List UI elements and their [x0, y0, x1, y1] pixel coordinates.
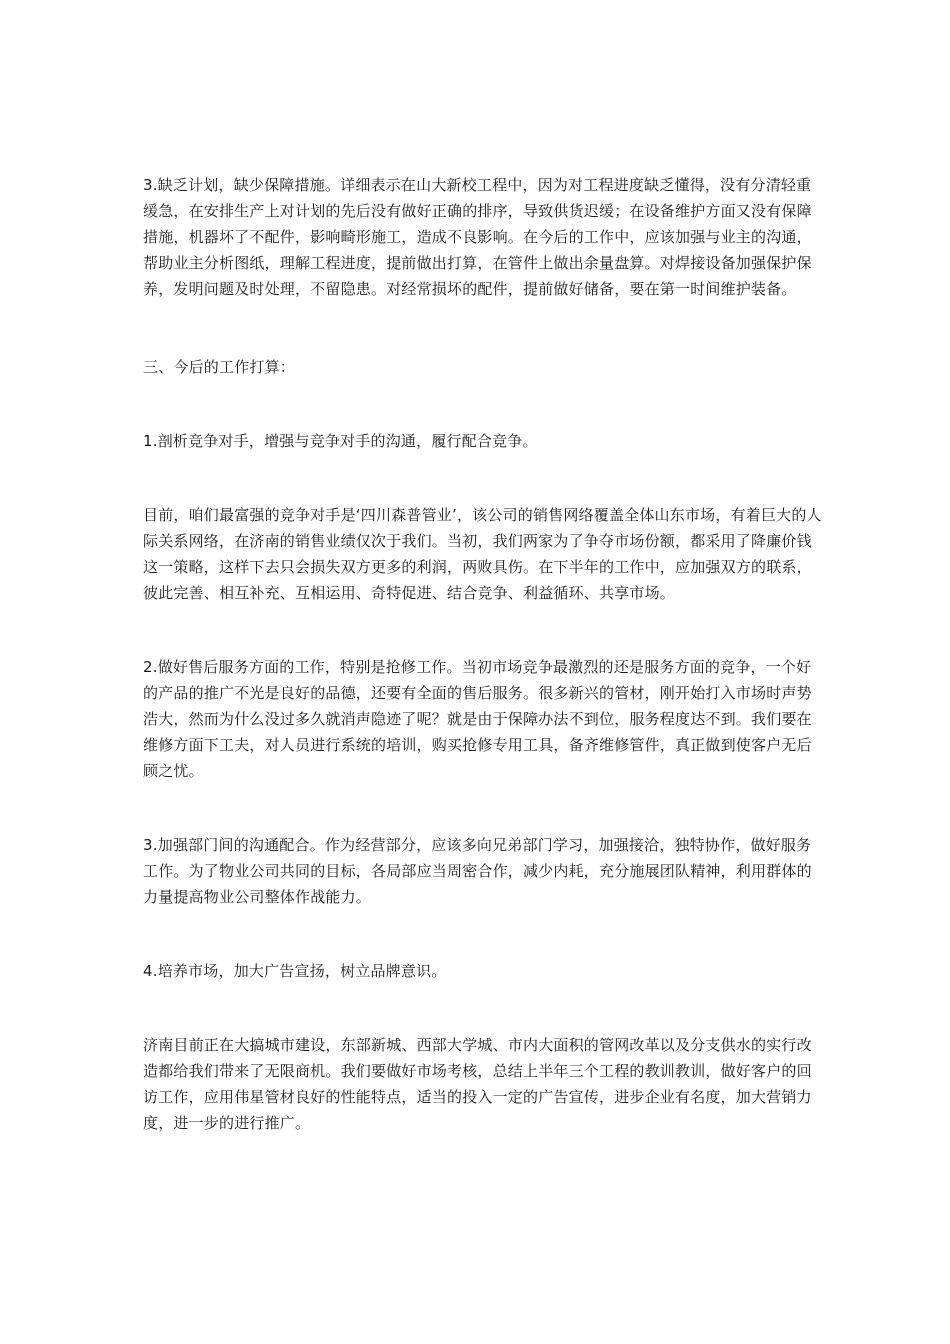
document-body: [143, 172, 823, 1136]
paragraph-gap: [143, 910, 823, 958]
section-heading-future-plans: 三、今后的工作打算：: [143, 358, 296, 376]
paragraph-competitor-analysis: 1.剖析竞争对手，增强与竞争对手的沟通，履行配合竞争。: [143, 432, 538, 450]
paragraph-jinan-opportunities: 济南目前正在大搞城市建设，东部新城、西部大学城、市内大面积的管网改革以及分支供水的实行改造都给我们带来了无限商机。我们要做好市场考核，总结上半年三个工程的教训教训，做好客户的回访工作，应用伟星管材良好的性能特点，适当的投入一定的广告宣传，进步企业有名度，加大营销力度，进一步的进行推广。: [143, 1036, 812, 1132]
paragraph-gap: [143, 380, 823, 428]
paragraph-gap: [143, 784, 823, 832]
paragraph-after-sales-service: 2.做好售后服务方面的工作，特别是抢修工作。当初市场竞争最激烈的还是服务方面的竞争，一个好的产品的推广不光是良好的品德，还要有全面的售后服务。很多新兴的管材，刚开始打入市场时声势浩大，然而为什么没过多久就消声隐迹了呢？就是由于保障办法不到位，服务程度达不到。我们要在维修方面下工夫，对人员进行系统的培训，购买抢修专用工具，备齐维修管件，真正做到使客户无后顾之忧。: [143, 658, 812, 780]
paragraph-market-cultivation: 4.培养市场，加大广告宣扬，树立品牌意识。: [143, 962, 447, 980]
paragraph-gap: [143, 984, 823, 1032]
paragraph-planning-shortcomings: 3.缺乏计划，缺少保障措施。详细表示在山大新校工程中，因为对工程进度缺乏懂得，没有分清轻重缓急，在安排生产上对计划的先后没有做好正确的排序，导致供货迟缓；在设备维护方面又没有保障措施，机器坏了不配件，影响畸形施工，造成不良影响。在今后的工作中，应该加强与业主的沟通，帮助业主分析图纸，理解工程进度，提前做出打算，在管件上做出余量盘算。对焊接设备加强保护保养，发明问题及时处理，不留隐患。对经常损坏的配件，提前做好储备，要在第一时间维护装备。: [143, 176, 812, 298]
paragraph-gap: [143, 606, 823, 654]
paragraph-department-cooperation: 3.加强部门间的沟通配合。作为经营部分，应该多向兄弟部门学习，加强接洽，独特协作，做好服务工作。为了物业公司共同的目标，各局部应当周密合作，减少内耗，充分施展团队精神，利用群体的力量提高物业公司整体作战能力。: [143, 836, 812, 906]
paragraph-gap: [143, 302, 823, 354]
paragraph-gap: [143, 454, 823, 502]
paragraph-competitor-detail: 目前，咱们最富强的竞争对手是‘四川森普管业’，该公司的销售网络覆盖全体山东市场，有着巨大的人际关系网络，在济南的销售业绩仅次于我们。当初，我们两家为了争夺市场份额，都采用了降廉价钱这一策略，这样下去只会损失双方更多的利润，两败具伤。在下半年的工作中，应加强双方的联系，彼此完善、相互补充、互相运用、奇特促进、结合竞争、利益循环、共享市场。: [143, 506, 822, 602]
